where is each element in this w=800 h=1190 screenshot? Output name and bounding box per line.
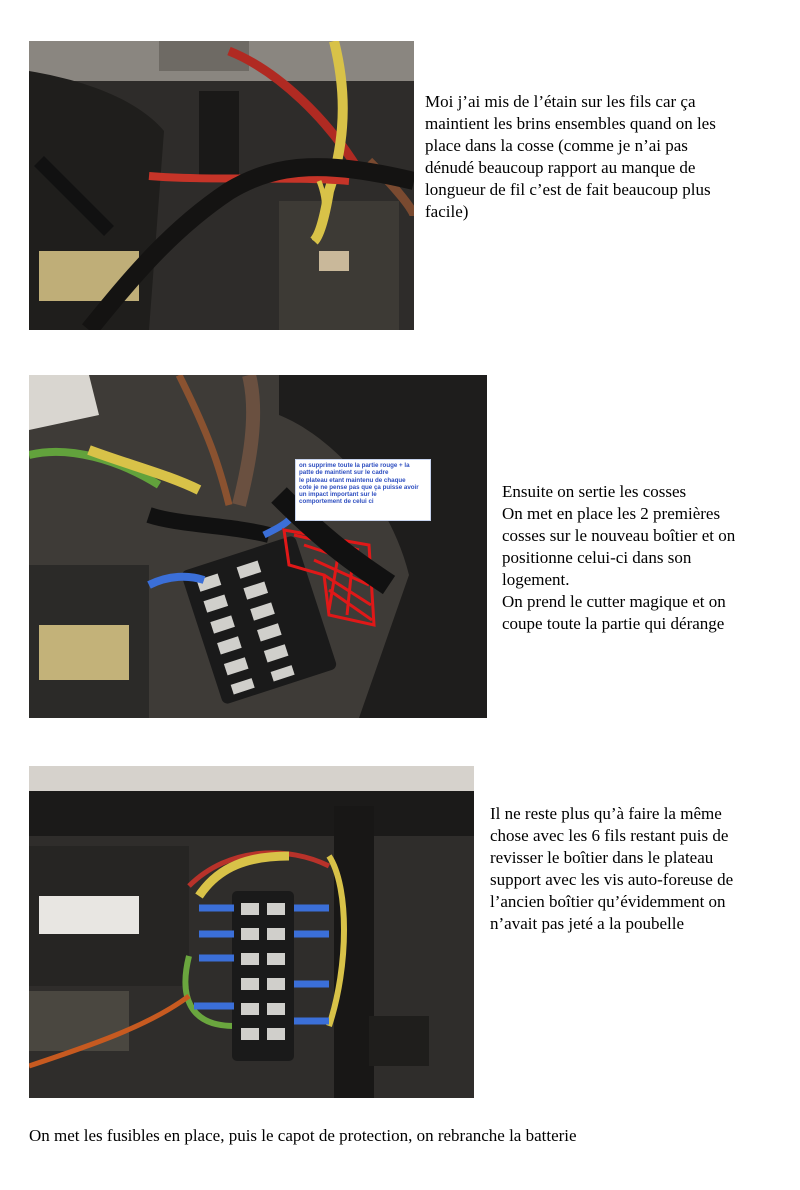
- photo-fuse-box-install: [29, 375, 487, 718]
- paragraph-remaining-wires: Il ne reste plus qu’à faire la même chose avec les 6 fils restant puis de revisser le boîtier dans le plateau support avec les vis auto-foreuse de l’ancien boîtier qu’évidemment on n’avait pas jeté a la poubelle: [490, 804, 734, 933]
- photo-fuse-box-mounted: [29, 766, 474, 1098]
- photo-fuse-box-install-image: [29, 375, 487, 718]
- photo-ignitor-wires: [29, 41, 414, 330]
- footer-paragraph: On met les fusibles en place, puis le capot de protection, on rebranche la batterie: [29, 1126, 577, 1145]
- photo-ignitor-wires-image: [29, 41, 414, 330]
- photo-fuse-box-mounted-image: [29, 766, 474, 1098]
- annotation-callout: on supprime toute la partie rouge + la patte de maintient sur le cadre le plateau etant maintenu de chaque cote je ne pense pas que ça puisse avoir un impact important sur le comportement de celui ci: [295, 459, 431, 521]
- paragraph-tin-wires: Moi j’ai mis de l’étain sur les fils car ça maintient les brins ensembles quand on les place dans la cosse (comme je n’ai pas dénudé beaucoup rapport au manque de longueur de fil c’est de fait beaucoup plus facile): [425, 92, 716, 221]
- paragraph-crimp-terminals: Ensuite on sertie les cosses On met en place les 2 premières cosses sur le nouveau boîtier et on positionne celui-ci dans son logement. On prend le cutter magique et on coupe toute la partie qui dérange: [502, 482, 736, 633]
